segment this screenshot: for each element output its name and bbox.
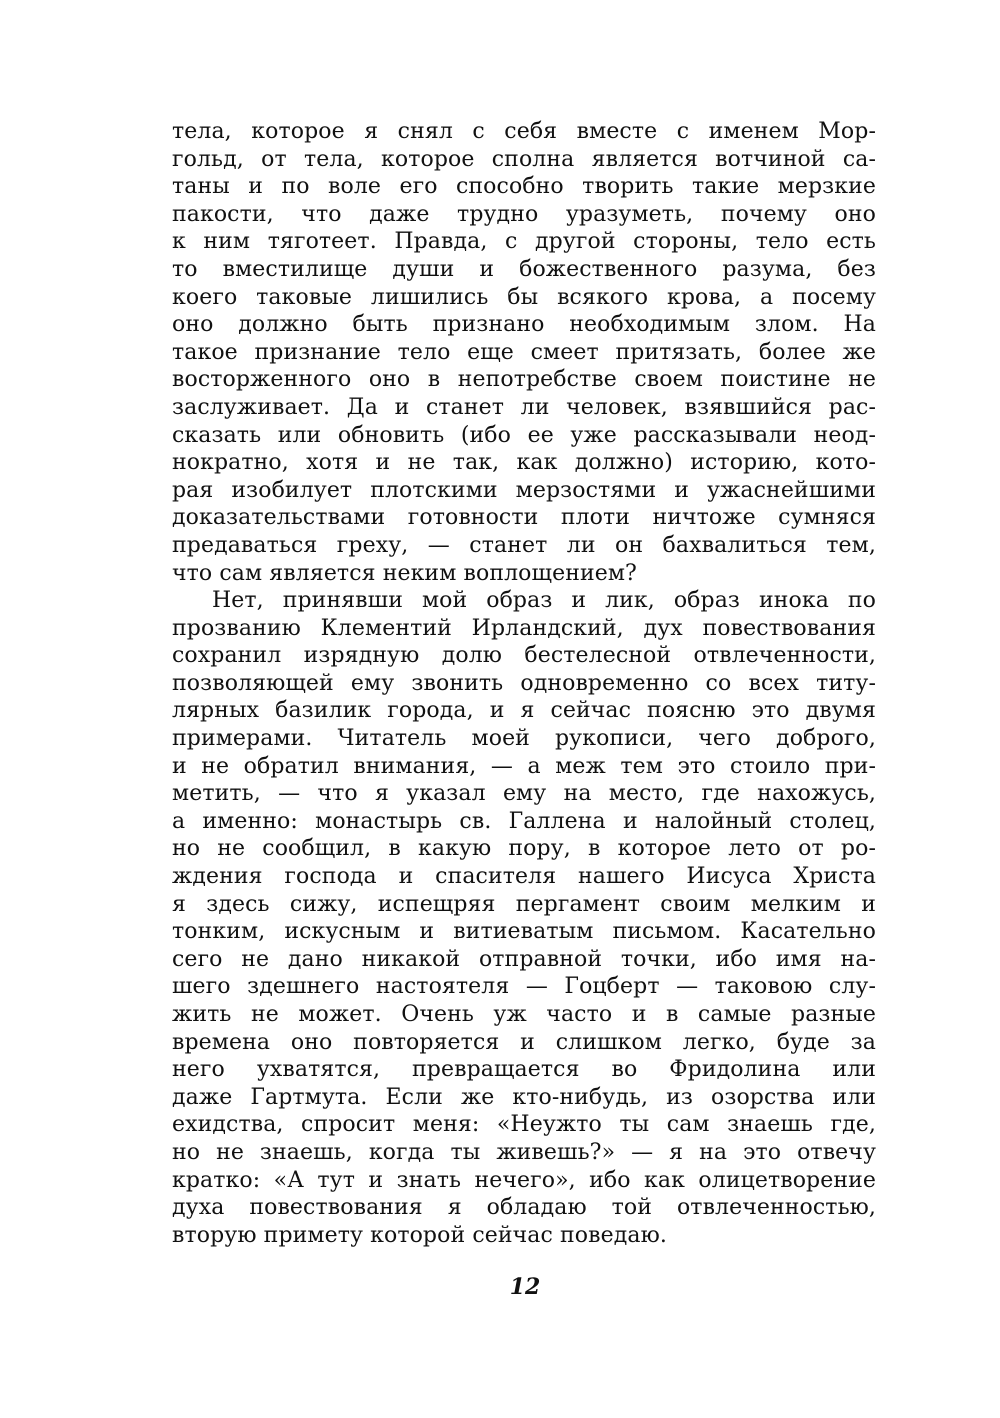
text-line: кратко: «А тут и знать нечего», ибо как олицетворение [172,1167,876,1193]
body-text [172,118,876,1249]
text-line: вторую примету которой сейчас поведаю. [172,1222,667,1248]
text-line: но не знаешь, когда ты живешь?» — я на это отвечу [172,1139,876,1165]
text-line: шего здешнего настоятеля — Гоцберт — таковою слу- [172,974,876,1000]
text-line: доказательствами готовности плоти ничтоже сумняся [172,505,876,531]
text-line: я здесь сижу, испещряя пергамент своим мелким и [172,891,876,917]
text-line: примерами. Читатель моей рукописи, чего доброго, [172,726,876,752]
text-line: позволяющей ему звонить одновременно со всех титу- [172,670,876,696]
text-line: даже Гартмута. Если же кто-нибудь, из озорства или [172,1084,876,1110]
text-line: но не сообщил, в какую пору, в которое лето от ро- [172,836,876,862]
text-line: коего таковые лишились бы всякого крова, а посему [172,284,876,310]
text-line: тонким, искусным и витиеватым письмом. Касательно [172,919,876,945]
text-line: предаваться греху, — станет ли он бахвалиться тем, [172,532,876,558]
text-line: лярных базилик города, и я сейчас поясню это двумя [172,698,876,724]
text-line: рая изобилует плотскими мерзостями и ужаснейшими [172,477,876,503]
text-line: к ним тяготеет. Правда, с другой стороны, тело есть [172,229,876,255]
page-number: 12 [509,1274,541,1300]
text-line: сего не дано никакой отправной точки, ибо имя на- [172,946,876,972]
text-line: и не обратил внимания, — а меж тем это стоило при- [172,753,876,779]
text-line: жить не может. Очень уж часто и в самые разные [172,1002,876,1027]
text-line: такое признание тело еще смеет притязать, более же [172,339,876,365]
text-line: таны и по воле его способно творить такие мерзкие [172,174,876,200]
paragraph-1 [172,118,876,587]
paragraph-2 [172,587,876,1249]
text-line: восторженного оно в непотребстве своем поистине не [172,367,876,393]
text-line: оно должно быть признано необходимым злом. На [172,312,876,338]
text-line: пакости, что даже трудно уразуметь, почему оно [172,201,876,227]
text-line: сказать или обновить (ибо ее уже рассказывали неод- [172,422,876,448]
text-line: метить, — что я указал ему на место, где нахожусь, [172,781,876,807]
text-line: духа повествования я обладаю той отвлеченностью, [172,1195,876,1221]
text-line: ехидства, спросит меня: «Неужто ты сам знаешь где, [172,1112,876,1138]
text-line: нократно, хотя и не так, как должно) историю, кото- [172,450,876,476]
text-line: то вместилище души и божественного разума, без [172,256,876,282]
text-line: Нет, принявши мой образ и лик, образ инока по [212,588,876,614]
text-line: тела, которое я снял с себя вместе с именем Мор- [172,119,876,144]
text-line: заслуживает. Да и станет ли человек, взявшийся рас- [172,394,876,420]
text-line: времена оно повторяется и слишком легко, буде за [172,1029,876,1055]
text-line: ждения господа и спасителя нашего Иисуса Христа [172,864,876,890]
text-line: сохранил изрядную долю бестелесной отвлеченности, [172,643,876,669]
text-line: а именно: монастырь св. Галлена и налойный столец, [172,808,876,834]
text-line: что сам является неким воплощением? [172,560,637,586]
text-line: него ухватятся, превращается во Фридолина или [172,1057,876,1083]
text-line: гольд, от тела, которое сполна является вотчиной са- [172,146,876,172]
text-line: прозванию Клементий Ирландский, дух повествования [172,615,876,641]
